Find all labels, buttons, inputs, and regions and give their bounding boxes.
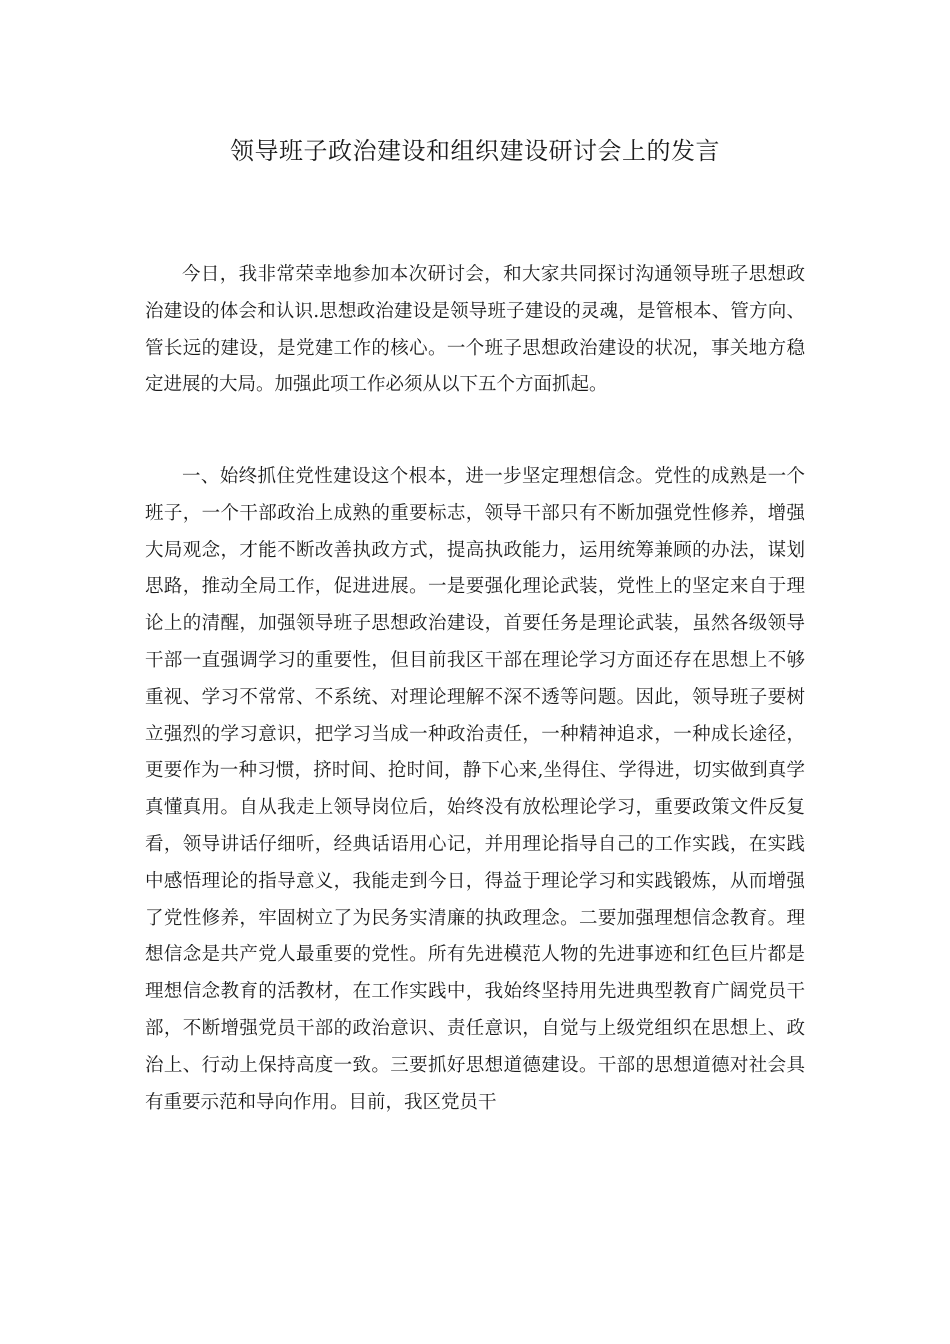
paragraph-intro: 今日，我非常荣幸地参加本次研讨会，和大家共同探讨沟通领导班子思想政治建设的体会和认识.思想政治建设是领导班子建设的灵魂，是管根本、管方向、管长远的建设，是党建工作的核心。一个班子思想政治建设的状况，事关地方稳定进展的大局。加强此项工作必须从以下五个方面抓起。 xyxy=(145,264,805,396)
document-title: 领导班子政治建设和组织建设研讨会上的发言 xyxy=(230,137,720,165)
paragraph-section-one: 一、始终抓住党性建设这个根本，进一步坚定理想信念。党性的成熟是一个班子，一个干部政治上成熟的重要标志，领导干部只有不断加强党性修养，增强大局观念，才能不断改善执政方式，提高执政能力，运用统筹兼顾的办法，谋划思路，推动全局工作，促进进展。一是要强化理论武装，党性上的坚定来自于理论上的清醒，加强领导班子思想政治建设，首要任务是理论武装，虽然各级领导干部一直强调学习的重要性，但目前我区干部在理论学习方面还存在思想上不够重视、学习不常常、不系统、对理论理解不深不透等问题。因此，领导班子要树立强烈的学习意识，把学习当成一种政治责任，一种精神追求，一种成长途径，更要作为一种习惯，挤时间、抢时间，静下心来,坐得住、学得进，切实做到真学真懂真用。自从我走上领导岗位后，始终没有放松理论学习，重要政策文件反复看，领导讲话仔细听，经典话语用心记，并用理论指导自己的工作实践，在实践中感悟理论的指导意义，我能走到今日，得益于理论学习和实践锻炼，从而增强了党性修养，牢固树立了为民务实清廉的执政理念。二要加强理想信念教育。理想信念是共产党人最重要的党性。所有先进模范人物的先进事迹和红色巨片都是理想信念教育的活教材，在工作实践中，我始终坚持用先进典型教育广阔党员干部，不断增强党员干部的政治意识、责任意识，自觉与上级党组织在思想上、政治上、行动上保持高度一致。三要抓好思想道德建设。干部的思想道德对社会具有重要示范和导向作用。目前，我区党员干 xyxy=(145,466,805,1113)
